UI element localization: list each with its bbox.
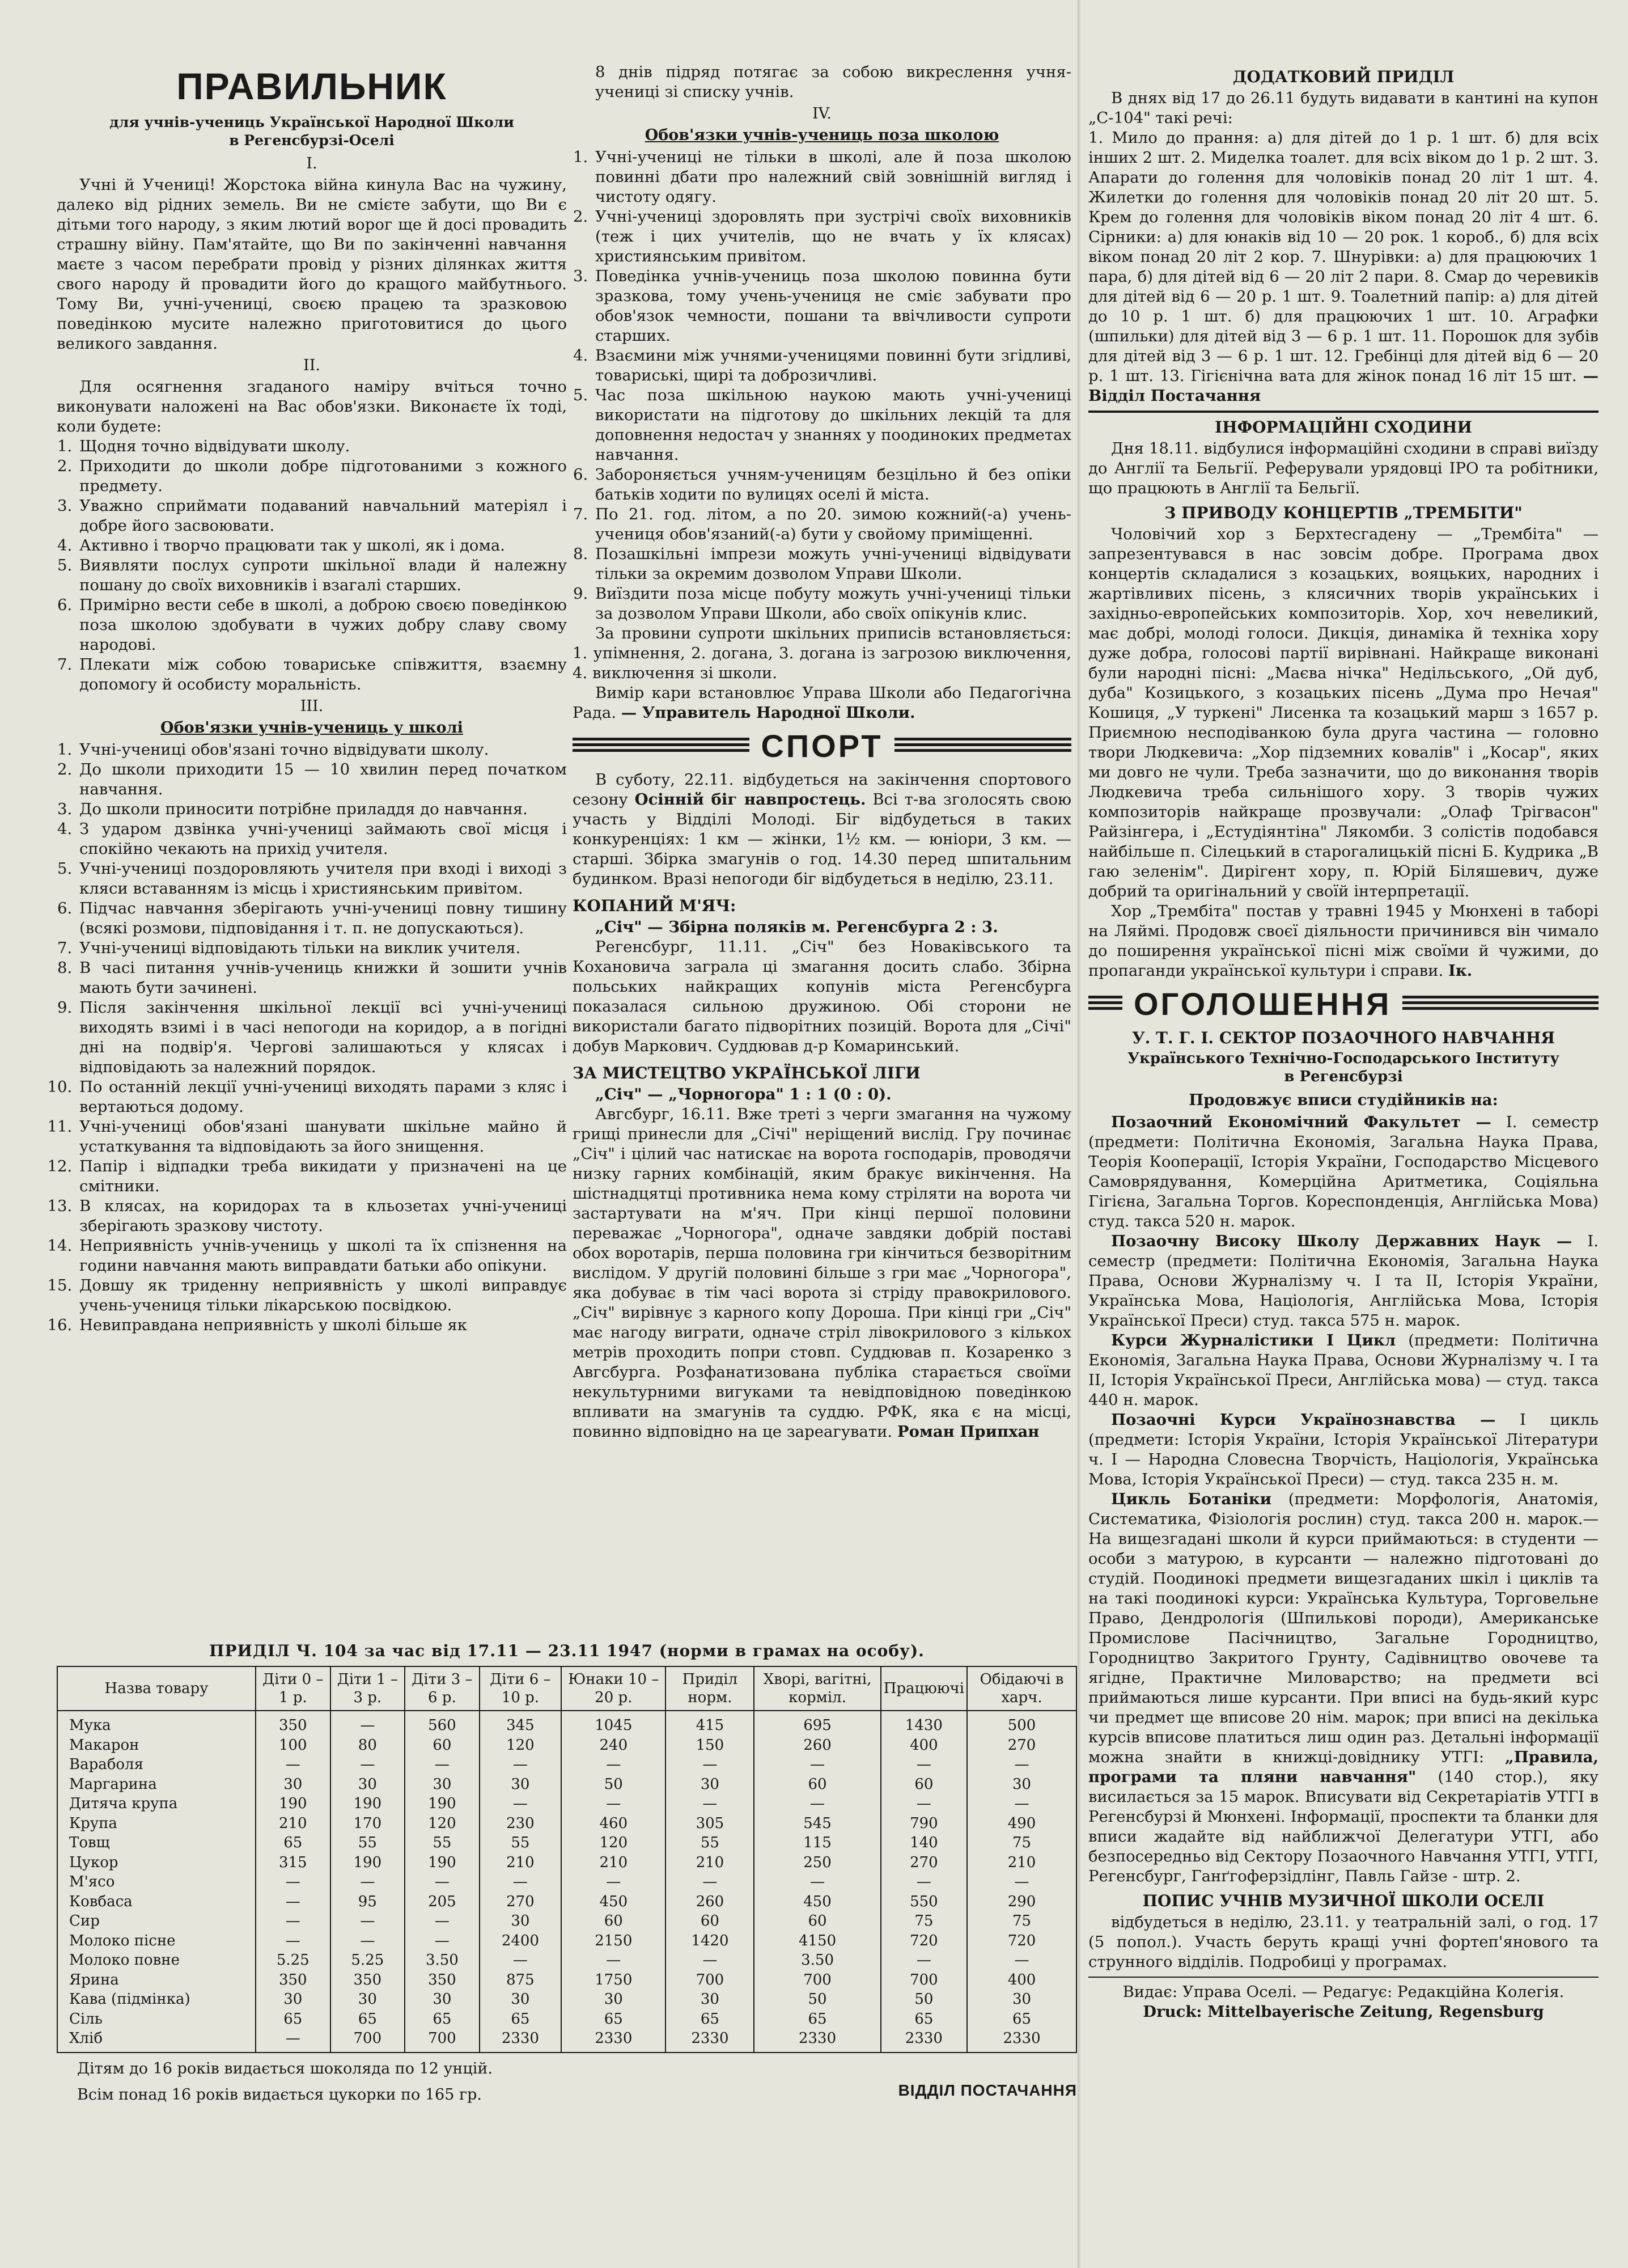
ration-value-cell: — bbox=[480, 1950, 561, 1970]
ration-value-cell: 250 bbox=[754, 1853, 880, 1873]
list-item: 2. До школи приходити 15 — 10 хвилин перед початком навчання. bbox=[77, 760, 567, 799]
ration-value-cell: 60 bbox=[561, 1911, 665, 1931]
ration-value-cell: 720 bbox=[967, 1931, 1076, 1951]
list-item: 5. Час поза шкільною наукою мають учні-учениці використати на підготову до шкільних лекцій та для доповнення недостач у знаннях у поодиноких предметах навчання. bbox=[593, 386, 1071, 465]
ration-value-cell: — bbox=[256, 1911, 330, 1931]
ration-value-cell: 30 bbox=[665, 1775, 754, 1795]
table-row bbox=[57, 1892, 1076, 1912]
ration-value-cell: 65 bbox=[967, 2009, 1076, 2029]
section-number: I. bbox=[306, 155, 317, 172]
ration-value-cell: — bbox=[256, 1931, 330, 1951]
ration-value-cell: — bbox=[405, 1755, 480, 1775]
concert-signature: Ік. bbox=[1448, 962, 1473, 980]
ration-value-cell: 65 bbox=[405, 2009, 480, 2029]
ration-value-cell: — bbox=[881, 1950, 967, 1970]
ration-value-cell: 75 bbox=[967, 1833, 1076, 1853]
ration-value-cell: 120 bbox=[405, 1814, 480, 1834]
ration-value-cell: 140 bbox=[881, 1833, 967, 1853]
divider bbox=[1088, 411, 1599, 413]
ration-table-block bbox=[57, 1641, 1077, 2105]
ration-value-cell: 210 bbox=[561, 1853, 665, 1873]
ration-value-cell: — bbox=[405, 1931, 480, 1951]
ration-value-cell: 460 bbox=[561, 1814, 665, 1834]
table-row bbox=[57, 1775, 1076, 1795]
product-name-cell: Цукор bbox=[57, 1853, 256, 1873]
ration-value-cell: 210 bbox=[665, 1853, 754, 1873]
league-signature: Роман Припхан bbox=[897, 1423, 1040, 1441]
column-header: Діти 3 – 6 р. bbox=[405, 1666, 480, 1711]
ration-value-cell: 720 bbox=[881, 1931, 967, 1951]
product-name-cell: Товщ bbox=[57, 1833, 256, 1853]
ration-value-cell: 75 bbox=[881, 1911, 967, 1931]
league-heading: ЗА МИСТЕЦТВО УКРАЇНСЬКОЇ ЛІГИ bbox=[573, 1064, 921, 1082]
product-name-cell: Макарон bbox=[57, 1736, 256, 1755]
ration-value-cell: 55 bbox=[480, 1833, 561, 1853]
ration-value-cell: 205 bbox=[405, 1892, 480, 1912]
list-item: 6. Забороняється учням-ученицям безцільно й без опіки батьків ходити по вулицях оселі й міста. bbox=[593, 465, 1071, 505]
list-item: 8. В часі питання учнів-учениць книжки й зошити учнів мають бути зачинені. bbox=[77, 958, 567, 998]
ration-value-cell: — bbox=[881, 1755, 967, 1775]
ration-value-cell: 290 bbox=[967, 1892, 1076, 1912]
rules-sec4-list bbox=[573, 147, 1071, 624]
list-item: 7. По 21. год. літом, а по 20. зимою кожний(-а) учень-учениця обов'язаний(-а) бути у свойому приміщенні. bbox=[593, 505, 1071, 544]
ration-value-cell: 350 bbox=[256, 1711, 330, 1736]
product-name-cell: Молоко пісне bbox=[57, 1931, 256, 1951]
list-item: 6. Примірно вести себе в школі, а доброю своєю поведінкою поза школою здобувати в чужих добру славу свому народові. bbox=[77, 595, 567, 655]
utgi-heading: У. Т. Г. І. СЕКТОР ПОЗАОЧНОГО НАВЧАННЯ bbox=[1131, 1029, 1555, 1047]
ration-signature: ВІДДІЛ ПОСТАЧАННЯ bbox=[898, 2081, 1077, 2099]
ration-value-cell: 450 bbox=[561, 1892, 665, 1912]
ration-value-cell: — bbox=[561, 1794, 665, 1814]
ration-value-cell: 270 bbox=[881, 1853, 967, 1873]
ration-value-cell: 55 bbox=[330, 1833, 405, 1853]
ration-value-cell: 60 bbox=[665, 1911, 754, 1931]
ration-value-cell: 50 bbox=[561, 1775, 665, 1795]
list-item: 1. Щодня точно відвідувати школу. bbox=[77, 437, 567, 456]
ration-value-cell: 50 bbox=[881, 1990, 967, 2009]
column-header: Приділ норм. bbox=[665, 1666, 754, 1711]
list-item: 9. Виїздити поза місце побуту можуть учні-учениці тільки за дозволом Управи Школи, або своїх опікунів клис. bbox=[593, 584, 1071, 624]
ration-value-cell: 60 bbox=[754, 1911, 880, 1931]
banner-stripes bbox=[894, 738, 1071, 755]
list-item: 1. Учні-учениці не тільки в школі, але й поза школою повинні дбати про належний свій зовнішній вигляд і чистоту одягу. bbox=[593, 147, 1071, 207]
rules-subtitle: для учнів-учениць Української Народної Школи в Регенсбурзі-Оселі bbox=[109, 114, 514, 149]
table-row bbox=[57, 1755, 1076, 1775]
ration-value-cell: 55 bbox=[665, 1833, 754, 1853]
ration-value-cell: 875 bbox=[480, 1970, 561, 1990]
rules-title: ПРАВИЛЬНИК bbox=[176, 65, 447, 107]
ration-value-cell: 2150 bbox=[561, 1931, 665, 1951]
ration-value-cell: 450 bbox=[754, 1892, 880, 1912]
ration-value-cell: — bbox=[330, 1911, 405, 1931]
ration-value-cell: — bbox=[967, 1794, 1076, 1814]
ration-value-cell: 170 bbox=[330, 1814, 405, 1834]
table-row bbox=[57, 1931, 1076, 1951]
utgi-ukrainian-studies: Позаочні Курси Українознавства — І цикль (предмети: Історія України, Історія Української Літератури ч. І — Народна Словесна Творчість, Націологія, Українська Мова, Історія Української Преси) — студ. такса 235 н. м. bbox=[1088, 1411, 1599, 1488]
ration-value-cell: 75 bbox=[967, 1911, 1076, 1931]
list-item: 10. По останній лекції учні-учениці виходять парами з кляс і вертаються додому. bbox=[77, 1077, 567, 1117]
list-item: 4. Взаємини між учнями-ученицями повинні бути згідливі, товариські, щирі та доброзичливі. bbox=[593, 346, 1071, 386]
ration-value-cell: 55 bbox=[405, 1833, 480, 1853]
ration-value-cell: 190 bbox=[330, 1853, 405, 1873]
ration-value-cell: — bbox=[256, 2029, 330, 2053]
table-row bbox=[57, 2029, 1076, 2053]
ration-value-cell: 50 bbox=[754, 1990, 880, 2009]
column-header: Назва товару bbox=[57, 1666, 256, 1711]
table-row bbox=[57, 1814, 1076, 1834]
table-row bbox=[57, 1950, 1076, 1970]
column-header: Діти 6 – 10 р. bbox=[480, 1666, 561, 1711]
ration-value-cell: 30 bbox=[256, 1990, 330, 2009]
table-header-row bbox=[57, 1666, 1076, 1711]
ration-value-cell: 115 bbox=[754, 1833, 880, 1853]
column-header: Юнаки 10 – 20 р. bbox=[561, 1666, 665, 1711]
concert-heading: З ПРИВОДУ КОНЦЕРТІВ „ТРЕМБІТИ" bbox=[1164, 503, 1523, 522]
ration-value-cell: — bbox=[881, 1794, 967, 1814]
info-heading: ІНФОРМАЦІЙНІ СХОДИНИ bbox=[1215, 418, 1472, 437]
page-fold bbox=[1077, 0, 1080, 2268]
utgi-journalism: Курси Журналістики І Цикл (предмети: Політична Економія, Загальна Наука Права, Основи Журналізму ч. І та ІІ, Історія Української Преси, Англійська мова) — студ. такса 440 н. марок. bbox=[1088, 1331, 1599, 1409]
ration-value-cell: 65 bbox=[754, 2009, 880, 2029]
ration-value-cell: 2330 bbox=[665, 2029, 754, 2053]
sport-text: В суботу, 22.11. відбудеться на закінчення спортового сезону Осінній біг навпростець. Всі т-ва зголосять свою участь у Відділі Молоді. Біг відбудеться в таких конкуренціях: 1 км — жінки, 1½ км. — юніори, 3 км. — старші. Збірка змагунів о год. 14.30 перед шпитальним будинком. Вразі непогоди біг відбудеться в неділю, 23.11. bbox=[573, 771, 1072, 888]
product-name-cell: Хліб bbox=[57, 2029, 256, 2053]
ration-value-cell: 270 bbox=[480, 1892, 561, 1912]
table-row bbox=[57, 1990, 1076, 2009]
ration-value-cell: 415 bbox=[665, 1711, 754, 1736]
extra-ration-intro: В днях від 17 до 26.11 будуть видавати в кантині на купон „С-104" такі речі: bbox=[1088, 89, 1599, 127]
ration-footer bbox=[57, 2059, 1077, 2105]
ration-table bbox=[57, 1666, 1077, 2053]
ration-value-cell: — bbox=[405, 1872, 480, 1892]
ration-value-cell: 350 bbox=[405, 1970, 480, 1990]
list-item: 2. Приходити до школи добре підготованими з кожного предмету. bbox=[77, 456, 567, 496]
football-result: „Січ" — Збірна поляків м. Регенсбурга 2 : 3. bbox=[595, 918, 998, 936]
utgi-continues: Продовжує вписи студійників на: bbox=[1189, 1091, 1498, 1109]
ration-value-cell: 260 bbox=[665, 1892, 754, 1912]
football-heading: КОПАНИЙ М'ЯЧ: bbox=[573, 896, 736, 915]
table-row bbox=[57, 1794, 1076, 1814]
ration-value-cell: 695 bbox=[754, 1711, 880, 1736]
list-item: 9. Після закінчення шкільної лекції всі учні-учениці виходять взимі і в часі непогоди на коридор, а в погідні дні на подвір'я. Чергові залишаються у клясах і відповідають за належний порядок. bbox=[77, 998, 567, 1077]
sport-banner bbox=[573, 727, 1071, 764]
ration-value-cell: 65 bbox=[665, 2009, 754, 2029]
product-name-cell: Дитяча крупа bbox=[57, 1794, 256, 1814]
table-row bbox=[57, 1833, 1076, 1853]
ration-value-cell: 30 bbox=[405, 1990, 480, 2009]
ration-value-cell: 2330 bbox=[881, 2029, 967, 2053]
ration-value-cell: 60 bbox=[405, 1736, 480, 1755]
ration-value-cell: 400 bbox=[967, 1970, 1076, 1990]
ration-value-cell: 30 bbox=[330, 1775, 405, 1795]
ration-value-cell: 230 bbox=[480, 1814, 561, 1834]
ration-value-cell: — bbox=[665, 1872, 754, 1892]
product-name-cell: Ковбаса bbox=[57, 1892, 256, 1912]
section-heading: Обов'язки учнів-учениць у школі bbox=[160, 719, 463, 737]
ration-value-cell: — bbox=[561, 1950, 665, 1970]
ration-value-cell: — bbox=[480, 1755, 561, 1775]
ration-value-cell: 30 bbox=[256, 1775, 330, 1795]
ration-value-cell: — bbox=[256, 1755, 330, 1775]
list-item: 5. Виявляти послух супроти шкільної влади й належну пошану до своїх виховників і взагалі старших. bbox=[77, 556, 567, 595]
ration-value-cell: — bbox=[256, 1872, 330, 1892]
rules-sec3-list bbox=[57, 740, 567, 1335]
column-header: Діти 0 – 1 р. bbox=[256, 1666, 330, 1711]
imprint-printer: Druck: Mittelbayerische Zeitung, Regensburg bbox=[1143, 2003, 1544, 2021]
product-name-cell: Молоко повне bbox=[57, 1950, 256, 1970]
ration-table-body bbox=[57, 1711, 1076, 2053]
ration-note-candy: Всім понад 16 років видається цукорки по 165 гр. bbox=[77, 2085, 482, 2104]
ration-value-cell: 80 bbox=[330, 1736, 405, 1755]
ration-value-cell: 30 bbox=[967, 1990, 1076, 2009]
league-text: Авгсбург, 16.11. Вже треті з черги змагання на чужому грищі принесли для „Січі" неріщений вислід. Гру починає „Січ" і цілий час натискає на ворота господарів, проводячи низку гарних комбінацій, яким бракує викінчення. На шістнадцятці противника нема кому стріляти на ворота чи застартувати на м'яч. При кінці першої половини переважає „Чорногора", одначе завдяки добрій поставі обох воротарів, перша половина гри кінчиться безворітним вислідом. У другій половині більше з гри має „Чорногора", яка добуває в тім часі ворота зі стріду правокрилового. „Січ" вирівнує з карного копу Дороша. При кінці гри „Січ" має нагоду виграти, одначе стріл лівокрилового з кількох метрів проходить попри стовп. Суддював п. Козаренко з Авгсбурга. Розфанатизована публіка старається своїми некультурними вигуками та невідповідною поведінкою впливати на змагунів та суддю. РФК, яка є на місці, повинно відповідно на це зареагувати. Роман Припхан bbox=[573, 1105, 1071, 1441]
list-item: 14. Неприявність учнів-учениць у школі та їх спізнення на години навчання мають виправдати батьки або опікуни. bbox=[77, 1236, 567, 1276]
banner-stripes bbox=[1402, 996, 1599, 1013]
ration-value-cell: 400 bbox=[881, 1736, 967, 1755]
ration-value-cell: 700 bbox=[881, 1970, 967, 1990]
music-text: відбудеться в неділю, 23.11. у театральній залі, о год. 17 (5 попол.). Участь беруть кращі учні фортеп'янового та струнного відділів. Подробиці у програмах. bbox=[1088, 1913, 1599, 1971]
extra-ration-list: 1. Мило до прання: а) для дітей до 1 р. 1 шт. б) для всіх інших 2 шт. 2. Миделка тоалет. для всіх віком до 1 р. 2 шт. 3. Апарати до голення для чоловіків понад 20 літ 1 шт. 4. Жилетки до голення для чоловіків понад 20 літ 20 шт. 5. Крем до голення для чоловіків віком понад 20 літ 4 шт. 6. Сірники: а) для юнаків від 10 — 20 рок. 1 короб., б) для всіх віком понад 20 літ 2 кор. 7. Шнурівки: а) для працюючих 1 пара, б) для дітей від 6 — 20 літ 2 пари. 8. Смар до черевиків для дітей від 6 — 20 р. 1 шт. 9. Тоалетний папір: а) для дітей до 10 р. 1 шт. б) для працюючих 1 шт. 10. Аграфки (шпильки) для дітей від 3 — 6 р. 1 шт. 11. Порошок для зубів для дітей від 3 — 6 р. 1 шт. 12. Гребінці для дітей від 6 — 20 р. 1 шт. 13. Гігієнічна вата для жінок понад 16 літ 15 шт. — Відділ Постачання bbox=[1088, 129, 1599, 405]
ration-value-cell: 5.25 bbox=[256, 1950, 330, 1970]
table-row bbox=[57, 1853, 1076, 1873]
column-header: Працюючі bbox=[881, 1666, 967, 1711]
ration-value-cell: 1750 bbox=[561, 1970, 665, 1990]
ration-value-cell: 190 bbox=[405, 1794, 480, 1814]
banner-stripes bbox=[1088, 996, 1122, 1013]
ration-value-cell: 30 bbox=[405, 1775, 480, 1795]
ration-value-cell: 30 bbox=[561, 1990, 665, 2009]
ration-value-cell: 65 bbox=[881, 2009, 967, 2029]
list-item: 7. Плекати між собою товариське співжиття, взаємну допомогу й особисту моральність. bbox=[77, 655, 567, 695]
ration-value-cell: 30 bbox=[967, 1775, 1076, 1795]
ration-value-cell: — bbox=[480, 1794, 561, 1814]
list-item: 4. Активно і творчо працювати так у школі, як і дома. bbox=[77, 536, 567, 556]
ration-value-cell: 65 bbox=[561, 2009, 665, 2029]
list-item: 7. Учні-учениці відповідають тільки на виклик учителя. bbox=[77, 938, 567, 958]
column-header: Обідаючі в харч. bbox=[967, 1666, 1076, 1711]
list-item: 3. Поведінка учнів-учениць поза школою повинна бути зразкова, тому учень-учениця не сміє забувати про обов'язок чемности, пошани та ввічливости супроти старших. bbox=[593, 266, 1071, 346]
table-row bbox=[57, 1736, 1076, 1755]
sport-title: СПОРТ bbox=[761, 728, 883, 764]
list-item: 4. З ударом дзвінка учні-учениці займають свої місця і спокійно чекають на прихід учителя. bbox=[77, 819, 567, 859]
ration-value-cell: — bbox=[881, 1872, 967, 1892]
divider bbox=[1088, 1977, 1599, 1978]
ration-value-cell: 60 bbox=[881, 1775, 967, 1795]
list-item: 3. Уважно сприймати подаваний навчальний матеріял і добре його засвоювати. bbox=[77, 496, 567, 536]
list-item: 2. Учні-учениці здоровлять при зустрічі своїх виховників (теж і цих учителів, що не вчать у їх клясах) християнським привітом. bbox=[593, 207, 1071, 266]
product-name-cell: М'ясо bbox=[57, 1872, 256, 1892]
list-item: 16. Невиправдана неприявність у школі більше як bbox=[77, 1315, 567, 1335]
rules-intro: Учні й Учениці! Жорстока війна кинула Вас на чужину, далеко від рідних земель. Ви не смієте забути, що Ви є дітьми того народу, з яким лютий ворог ще й досі провадить страшну війну. Пам'ятайте, що Ви по закінченні навчання маєте з часом перебрати провід у різних ділянках життя свого народу й провадити його до кращого майбутнього. Тому Ви, учні-учениці, своєю працею та зразковою поведінкою мусите належно приготовитися до цього великого завдання. bbox=[57, 176, 567, 353]
ration-value-cell: 305 bbox=[665, 1814, 754, 1834]
ration-value-cell: 700 bbox=[665, 1970, 754, 1990]
column-rules bbox=[57, 62, 567, 1335]
product-name-cell: Сіль bbox=[57, 2009, 256, 2029]
ration-value-cell: — bbox=[754, 1794, 880, 1814]
ration-value-cell: 550 bbox=[881, 1892, 967, 1912]
section-number: III. bbox=[300, 697, 324, 715]
music-heading: ПОПИС УЧНІВ МУЗИЧНОЇ ШКОЛИ ОСЕЛІ bbox=[1142, 1892, 1545, 1910]
table-row bbox=[57, 1911, 1076, 1931]
rules-sec2-intro: Для осягнення згаданого наміру вчіться точно виконувати наложені на Вас обов'язки. Виконаєте їх тоді, коли будете: bbox=[57, 378, 567, 435]
list-item: 13. В клясах, на коридорах та в кльозетах учні-учениці зберігають зразкову чистоту. bbox=[77, 1196, 567, 1236]
ration-value-cell: — bbox=[665, 1950, 754, 1970]
list-item: 12. Папір і відпадки треба викидати у призначені на це смітники. bbox=[77, 1157, 567, 1196]
decision-signature: — Управитель Народної Школи. bbox=[621, 704, 915, 722]
ration-title: ПРИДІЛ Ч. 104 за час від 17.11 — 23.11 1947 (норми в грамах на особу). bbox=[209, 1641, 925, 1660]
product-name-cell: Крупа bbox=[57, 1814, 256, 1834]
decision-text: Вимір кари встановлює Управа Школи або Педагогічна Рада. — Управитель Народної Школи. bbox=[573, 684, 1071, 722]
ration-value-cell: 190 bbox=[405, 1853, 480, 1873]
column-middle bbox=[573, 62, 1071, 1442]
announcements-banner bbox=[1088, 985, 1599, 1022]
section-number: IV. bbox=[812, 105, 832, 122]
ration-value-cell: — bbox=[665, 1794, 754, 1814]
ration-value-cell: — bbox=[754, 1755, 880, 1775]
product-name-cell: Мука bbox=[57, 1711, 256, 1736]
ration-value-cell: 120 bbox=[561, 1833, 665, 1853]
ration-value-cell: — bbox=[967, 1950, 1076, 1970]
ration-value-cell: — bbox=[754, 1872, 880, 1892]
column-right bbox=[1088, 62, 1599, 2022]
banner-stripes bbox=[573, 738, 749, 755]
ration-value-cell: 30 bbox=[480, 1775, 561, 1795]
list-item: 11. Учні-учениці обов'язані шанувати шкільне майно й устаткування та відповідають за його знищення. bbox=[77, 1117, 567, 1157]
ration-value-cell: 560 bbox=[405, 1711, 480, 1736]
ration-value-cell: 500 bbox=[967, 1711, 1076, 1736]
concert-text-1: Чоловічий хор з Берхтесгадену — „Трембіта" — запрезентувався в нас зовсім добре. Програма двох концертів складалися з козацьких, вояцьких, народних і жартівливих пісень, з клясичних творів українських і західньо-европейських композиторів. Хор, хоч невеликий, має добрі, молоді голоси. Дикція, динаміка й техніка хору дуже добра, голосові партії вирівнані. Найкраще виконані були народні пісні: „Маєва нічка" Недільського, „Ой дуб, дуба" Козицького, з козацьких пісень „Дума про Нечая" Кошиця, „У туркені" Лисенка та козацький марш з 1657 р. Приємною несподіванкою була друга частина — головно твори Людкевича: „Хор підземних ковалів" і „Косар", яких ми довго не чули. Треба зазначити, що до виконання творів Людкевича треба сильнішого хору. З творів чужих композиторів найкраще прозвучали: „Олаф Трігвасон" Райзінгера, і „Естудіянтіна" Лякомби. З солістів подобався найбільше п. Сілецький в старогалицькій пісні Б. Кудрика „В гаю зеленім". Дирігент хору, п. Юрій Біляшевич, дуже добрий та оригінальний у своїй інтерпретації. bbox=[1088, 525, 1599, 900]
table-row bbox=[57, 1970, 1076, 1990]
ration-value-cell: 190 bbox=[256, 1794, 330, 1814]
ration-value-cell: 30 bbox=[330, 1990, 405, 2009]
penalty-text: За провини супроти шкільних приписів встановляється: 1. упімнення, 2. догана, 3. догана із загрозою виключення, 4. виключення зі школи. bbox=[573, 624, 1071, 682]
ration-value-cell: — bbox=[561, 1755, 665, 1775]
imprint-publisher: Видає: Управа Оселі. — Редагує: Редакційна Колегія. bbox=[1122, 1983, 1565, 2001]
column-header: Діти 1 – 3 р. bbox=[330, 1666, 405, 1711]
ration-value-cell: 2330 bbox=[561, 2029, 665, 2053]
list-item: 3. До школи приносити потрібне приладдя до навчання. bbox=[77, 799, 567, 819]
list-item: 8. Позашкільні імпрези можуть учні-учениці відвідувати тільки за окремим дозволом Управи Школи. bbox=[593, 544, 1071, 584]
ration-value-cell: 65 bbox=[256, 1833, 330, 1853]
announcements-title: ОГОЛОШЕННЯ bbox=[1134, 986, 1392, 1022]
ration-note-chocolate: Дітям до 16 років видається шоколяда по 12 унцій. bbox=[77, 2059, 493, 2077]
extra-ration-heading: ДОДАТКОВИЙ ПРИДІЛ bbox=[1232, 67, 1455, 86]
ration-value-cell: 150 bbox=[665, 1736, 754, 1755]
extra-ration-signature: — Відділ Постачання bbox=[1088, 367, 1599, 405]
table-row bbox=[57, 1872, 1076, 1892]
ration-value-cell: — bbox=[256, 1892, 330, 1912]
ration-value-cell: 3.50 bbox=[405, 1950, 480, 1970]
ration-value-cell: 2330 bbox=[754, 2029, 880, 2053]
ration-value-cell: — bbox=[330, 1931, 405, 1951]
league-result: „Січ" — „Чорногора" 1 : 1 (0 : 0). bbox=[595, 1085, 892, 1103]
ration-value-cell: 120 bbox=[480, 1736, 561, 1755]
ration-value-cell: 210 bbox=[967, 1853, 1076, 1873]
ration-value-cell: 4150 bbox=[754, 1931, 880, 1951]
ration-value-cell: 700 bbox=[754, 1970, 880, 1990]
ration-value-cell: 1045 bbox=[561, 1711, 665, 1736]
ration-value-cell: 1420 bbox=[665, 1931, 754, 1951]
ration-value-cell: — bbox=[330, 1755, 405, 1775]
ration-value-cell: 260 bbox=[754, 1736, 880, 1755]
ration-value-cell: 100 bbox=[256, 1736, 330, 1755]
product-name-cell: Ярина bbox=[57, 1970, 256, 1990]
utgi-botany: Цикль Ботаніки (предмети: Морфологія, Анатомія, Систематика, Фізіологія рослин) студ. такса 200 н. марок.— На вищезгадані школи й курси приймаються: в студенти — особи з матурою, в курсанти — належно підготовані до студій. Поодинокі предмети вищезгаданих шкіл і циклів та на такі поодинокі курси: Українська Культура, Торговельне Право, Дендрологія (Шпилькові породи), Американське Промислове Пасічництво, Загальне Городництво, Городництво Закритого Грунту, Садівництво овочеве та ягідне, Практичне Миловарство; на предмети всі приймаються лише курсанти. При вписі на будь-який курс чи предмет ще вписове 20 нім. марок; при вписі на декілька курсів вписове платиться лиш один раз. Детальні інформації можна знайти в книжці-довіднику УТГІ: „Правила, програми та пляни навчання" (140 стор.), яку висилається за 15 марок. Вписувати від Секретаріатів УТГІ в Регенсбурзі й Мюнхені. Інформації, проспекти та бланки для вписи жадайте від найближчої Делегатури УТГІ, або безпосередньо від Сектору Позаочного Навчання УТГІ, УТГІ, Регенсбург, Ганґгоферзідлінг, Павль Гайзе - штр. 2. bbox=[1088, 1490, 1599, 1885]
ration-value-cell: — bbox=[480, 1872, 561, 1892]
list-item: 1. Учні-учениці обов'язані точно відвідувати школу. bbox=[77, 740, 567, 760]
ration-value-cell: 210 bbox=[480, 1853, 561, 1873]
product-name-cell: Сир bbox=[57, 1911, 256, 1931]
rules-sec2-list bbox=[57, 437, 567, 695]
column-header: Хворі, вагітні, корміл. bbox=[754, 1666, 880, 1711]
ration-value-cell: 65 bbox=[256, 2009, 330, 2029]
ration-value-cell: 315 bbox=[256, 1853, 330, 1873]
utgi-faculty-economics: Позаочний Економічний Факультет — І. семестр (предмети: Політична Економія, Загальна Наука Права, Теорія Кооперації, Історія України, Господарство Місцевого Самоврядування, Комерційна Аритметика, Соціяльна Гігієна, Загальна Торгов. Кореспонденція, Англійська Мова) студ. такса 520 н. марок. bbox=[1088, 1113, 1599, 1230]
section-number: II. bbox=[303, 357, 320, 374]
ration-value-cell: 60 bbox=[754, 1775, 880, 1795]
utgi-subheading: Українського Технічно-Господарського Інституту в Регенсбурзі bbox=[1127, 1050, 1559, 1085]
ration-value-cell: 95 bbox=[330, 1892, 405, 1912]
ration-value-cell: 30 bbox=[480, 1911, 561, 1931]
ration-value-cell: 240 bbox=[561, 1736, 665, 1755]
ration-value-cell: — bbox=[967, 1872, 1076, 1892]
table-row bbox=[57, 1711, 1076, 1736]
rules-continuation: 8 днів підряд потягає за собою викреслення учня-учениці зі списку учнів. bbox=[595, 63, 1071, 101]
ration-value-cell: 2400 bbox=[480, 1931, 561, 1951]
ration-value-cell: 350 bbox=[330, 1970, 405, 1990]
ration-value-cell: 65 bbox=[330, 2009, 405, 2029]
concert-text-2: Хор „Трембіта" постав у травні 1945 у Мюнхені в таборі на Ляймі. Продовж своєї діяльности причинився він чимало до поширення української пісні між своїми й чужими, до пропаганди української культури і справи. Ік. bbox=[1088, 902, 1599, 980]
utgi-school-state: Позаочну Високу Школу Державних Наук — І. семестр (предмети: Політична Економія, Загальна Наука Права, Основи Журналізму ч. І та ІІ, Історія України, Українська Мова, Націологія, Англійська Мова, Історія Української Преси) студ. такса 575 н. марок. bbox=[1088, 1232, 1599, 1330]
ration-value-cell: 3.50 bbox=[754, 1950, 880, 1970]
football-text: Регенсбург, 11.11. „Січ" без Новаківського та Кохановича заграла ці змагання досить слабо. Збірна польських найкращих копунів міста Регенсбурга показалася сильною дружиною. Обі сторони не використали багато підворітних позицій. Ворота для „Січі" добув Маркович. Суддював д-р Комаринський. bbox=[573, 938, 1071, 1055]
ration-value-cell: 2330 bbox=[480, 2029, 561, 2053]
product-name-cell: Кава (підмінка) bbox=[57, 1990, 256, 2009]
ration-value-cell: — bbox=[561, 1872, 665, 1892]
ration-value-cell: 790 bbox=[881, 1814, 967, 1834]
ration-value-cell: 190 bbox=[330, 1794, 405, 1814]
list-item: 5. Учні-учениці поздоровляють учителя при вході і виході з кляси вставанням із місць і християнським привітом. bbox=[77, 859, 567, 899]
product-name-cell: Вараболя bbox=[57, 1755, 256, 1775]
ration-value-cell: 30 bbox=[665, 1990, 754, 2009]
ration-value-cell: 5.25 bbox=[330, 1950, 405, 1970]
product-name-cell: Маргарина bbox=[57, 1775, 256, 1795]
table-row bbox=[57, 2009, 1076, 2029]
ration-value-cell: — bbox=[405, 1911, 480, 1931]
list-item: 15. Довшу як триденну неприявність у школі виправдує учень-учениця тільки лікарською посвідкою. bbox=[77, 1276, 567, 1315]
ration-value-cell: 65 bbox=[480, 2009, 561, 2029]
list-item: 6. Підчас навчання зберігають учні-учениці повну тишину (всякі розмови, підповідання і т. п. не допускаються). bbox=[77, 899, 567, 938]
ration-value-cell: 545 bbox=[754, 1814, 880, 1834]
ration-value-cell: — bbox=[330, 1872, 405, 1892]
info-text: Дня 18.11. відбулися інформаційні сходини в справі виїзду до Англії та Бельгії. Реферували урядовці ІРО та робітники, що працюють в Англії та Бельгії. bbox=[1088, 439, 1599, 497]
ration-value-cell: 30 bbox=[480, 1990, 561, 2009]
ration-value-cell: 700 bbox=[405, 2029, 480, 2053]
ration-value-cell: 1430 bbox=[881, 1711, 967, 1736]
ration-value-cell: 345 bbox=[480, 1711, 561, 1736]
ration-value-cell: 350 bbox=[256, 1970, 330, 1990]
ration-value-cell: 700 bbox=[330, 2029, 405, 2053]
ration-value-cell: — bbox=[967, 1755, 1076, 1775]
ration-value-cell: 270 bbox=[967, 1736, 1076, 1755]
section-heading: Обов'язки учнів-учениць поза школою bbox=[645, 126, 999, 144]
ration-value-cell: — bbox=[330, 1711, 405, 1736]
ration-value-cell: 490 bbox=[967, 1814, 1076, 1834]
ration-value-cell: — bbox=[665, 1755, 754, 1775]
ration-value-cell: 210 bbox=[256, 1814, 330, 1834]
ration-value-cell: 2330 bbox=[967, 2029, 1076, 2053]
